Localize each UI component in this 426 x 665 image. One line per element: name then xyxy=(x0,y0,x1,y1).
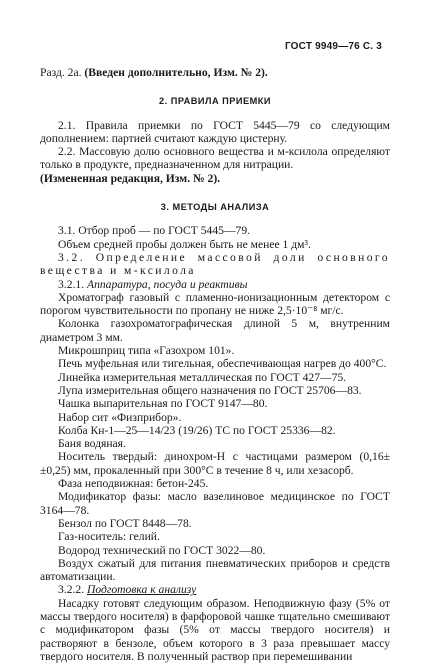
document-body xyxy=(40,62,390,663)
subsection-title: Аппаратура, посуда и реактивы xyxy=(86,277,248,291)
paragraph-3-1: 3.1. Отбор проб — по ГОСТ 5445—79. xyxy=(58,224,251,238)
razdel-note: (Введен дополнительно, Изм. № 2). xyxy=(84,66,268,79)
equipment-item: Фаза неподвижная: бетон-245. xyxy=(58,477,209,491)
equipment-item: Лупа измерительная общего назначения по ГОСТ 25706—83. xyxy=(58,383,362,397)
equipment-item: Носитель твердый: динохром-Н с частицами размером (0,16±±0,25) мм, прокаленный при 300°С в течение 8 ч, или хезасорб. xyxy=(40,450,390,477)
paragraph-2-1: 2.1. Правила приемки по ГОСТ 5445—79 со следующим дополнением: партией считают каждую цистерну. xyxy=(40,118,390,145)
section-3-title: 3. МЕТОДЫ АНАЛИЗА xyxy=(160,202,270,213)
paragraph-3-2-2 xyxy=(40,583,390,596)
equipment-item: Модификатор фазы: масло вазелиновое медицинское по ГОСТ 3164—78. xyxy=(40,490,390,517)
paragraph-3-1-volume: Объем средней пробы должен быть не менее 1 дм³. xyxy=(58,237,311,251)
equipment-item: Бензол по ГОСТ 8448—78. xyxy=(58,516,192,530)
equipment-item: Воздух сжатый для питания пневматических приборов и средств автоматизации. xyxy=(40,556,390,584)
razdel-line xyxy=(40,66,390,79)
subsection-title: Подготовка к анализу xyxy=(86,583,197,597)
preparation-text: Насадку готовят следующим образом. Неподвижную фазу (5% от массы твердого носителя) в фарфоровой чашке тщательно смешивают с модификатором фазы (5% от массы твердого носителя) и растворяют в бензоле, объем которого в 3 раза превышает массу твердого носителя. В полученный раствор при перемешивании xyxy=(40,596,390,663)
paragraph-2-2: 2.2. Массовую долю основного вещества и м-ксилола определяют только в продукте, предназначенном для нитрации. xyxy=(40,145,390,172)
page-header: ГОСТ 9949—76 С. 3 xyxy=(284,41,382,52)
amendment-note: (Измененная редакция, Изм. № 2). xyxy=(40,171,221,185)
equipment-item: Колонка газохроматографическая длиной 5 м, внутренним диаметром 3 мм. xyxy=(40,317,390,344)
paragraph-3-2: 3.2. Определение массовой доли основного вещества и м-ксилола xyxy=(40,250,390,278)
razdel-prefix: Разд. 2а. xyxy=(40,66,85,79)
equipment-item: Водород технический по ГОСТ 3022—80. xyxy=(58,543,266,557)
equipment-item: Линейка измерительная металлическая по ГОСТ 427—75. xyxy=(58,370,347,384)
section-2-title: 2. ПРАВИЛА ПРИЕМКИ xyxy=(159,96,271,107)
equipment-item: Хроматограф газовый с пламенно-ионизационным детектором с порогом чувствительности по пропану не ниже 2,5·10⁻⁸ мг/с. xyxy=(40,290,390,318)
equipment-item: Чашка выпарительная по ГОСТ 9147—80. xyxy=(58,397,268,411)
equipment-item: Печь муфельная или тигельная, обеспечивающая нагрев до 400°С. xyxy=(58,357,387,371)
equipment-item: Набор сит «Физприбор». xyxy=(58,410,182,424)
subsection-number: 3.2.2. xyxy=(58,583,87,597)
equipment-item: Микрошприц типа «Газохром 101». xyxy=(58,344,235,358)
equipment-item: Колба Кн-1—25—14/23 (19/26) ТС по ГОСТ 25336—82. xyxy=(58,423,336,437)
equipment-item: Баня водяная. xyxy=(58,437,126,451)
paragraph-3-2-1 xyxy=(40,278,390,291)
equipment-item: Газ-носитель: гелий. xyxy=(58,530,160,544)
subsection-number: 3.2.1. xyxy=(58,277,87,291)
